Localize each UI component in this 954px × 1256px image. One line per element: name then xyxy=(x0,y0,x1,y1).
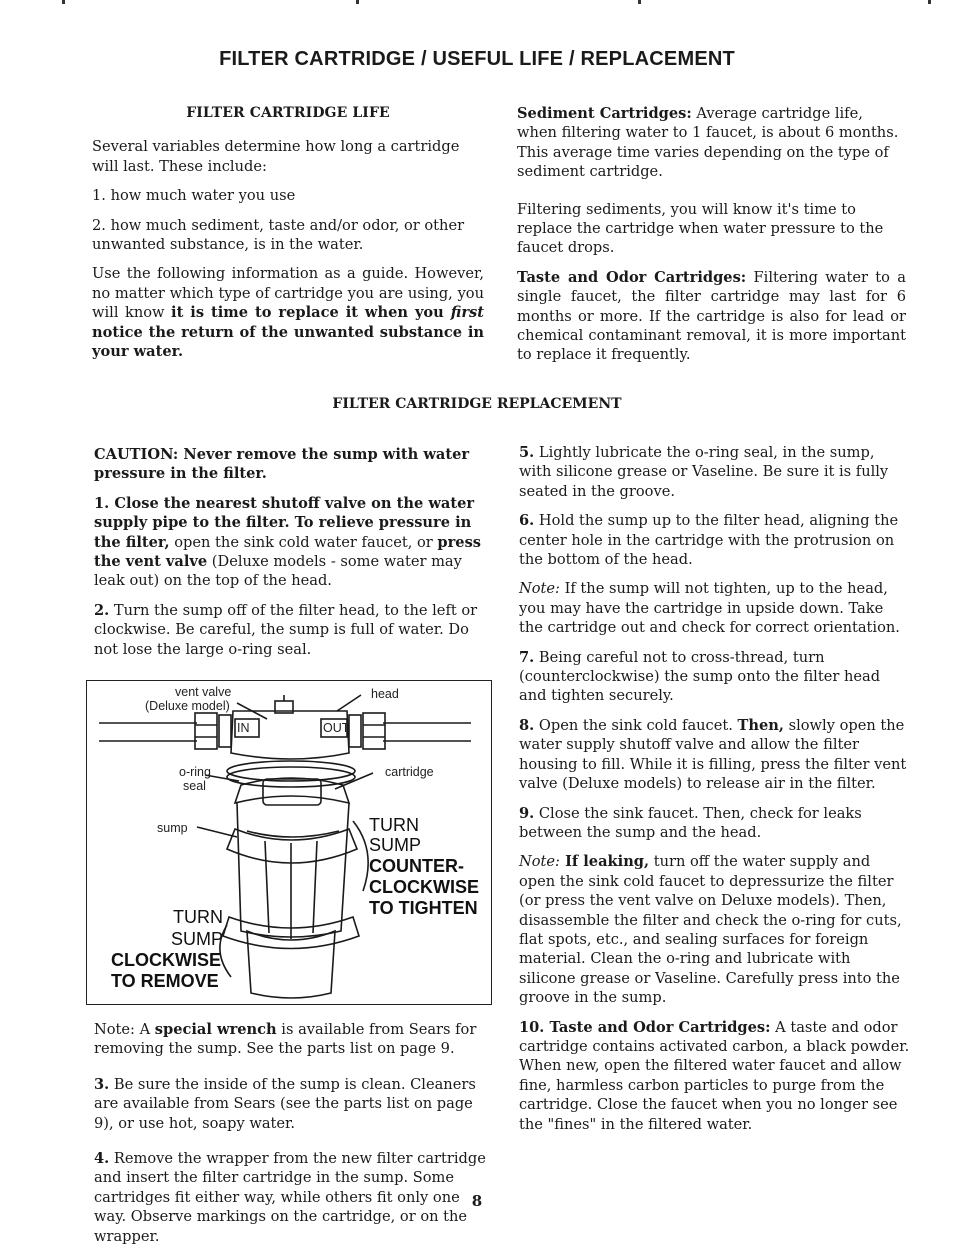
cartridge-life-section xyxy=(92,104,484,371)
sediment-text: Average cartridge life, when filtering water to 1 faucet, is about 6 months. This average time varies depending on the type of sediment cartridge. xyxy=(517,105,899,181)
step-3-number: 3. xyxy=(94,1075,110,1093)
label-turn-remove: TURN xyxy=(173,907,223,927)
note-2-text: turn off the water supply and open the sink cold faucet to depressurize the filter (or press the vent valve on Deluxe models). Then, disassemble the filter and check the o-ring for cuts, flat spots, etc., and sealing surfaces for foreign material. Clean the o-ring and lubricate with silicone grease or Vaseline. Carefully press into the groove in the sump. xyxy=(519,853,902,1007)
note-upside-down xyxy=(519,579,911,637)
life-guide-bold-1: it is time to replace it when you xyxy=(171,304,451,322)
taste-text: Filtering water to a single faucet, the filter cartridge may last for 6 months or more. If the cartridge is also for lead or chemical contaminant removal, it is more important to replace it frequently. xyxy=(517,268,906,364)
step-1-bold-2: press the vent valve xyxy=(94,533,482,571)
step-1-text: open the sink cold water faucet, or xyxy=(169,533,438,551)
life-intro: Several variables determine how long a cartridge will last. These include: xyxy=(92,138,460,175)
step-4-text: Remove the wrapper from the new filter cartridge and insert the filter cartridge in the sump. Some cartridges fit either way, while others fit only one way. Observe markings on the cartridge, or on the wrapper. xyxy=(94,1150,486,1245)
step-2 xyxy=(94,601,484,659)
step-3-text: Be sure the inside of the sump is clean. Cleaners are available from Sears (see the parts list on page 9), or use hot, soapy water. xyxy=(94,1075,476,1132)
top-edge-marks xyxy=(0,0,954,3)
label-clockwise-remove: CLOCKWISE xyxy=(111,950,221,970)
step-1-number: 1. xyxy=(94,494,110,512)
wrench-note-a: Note: A xyxy=(94,1021,155,1038)
page-number: 8 xyxy=(471,1192,483,1210)
step-5 xyxy=(519,443,911,501)
step-8-text-c: slowly open the water supply shutoff valve and allow the filter housing to fill. While it is filling, press the filter vent valve (Deluxe models) to release air in the filter. xyxy=(519,716,907,793)
wrench-note-bold: special wrench xyxy=(154,1021,277,1038)
sediment-label: Sediment Cartridges: xyxy=(517,105,692,122)
step-7 xyxy=(519,648,911,706)
sediment-paragraph-2: Filtering sediments, you will know it's time to replace the cartridge when water pressure to the faucet drops. xyxy=(517,200,884,257)
life-guide xyxy=(92,264,484,361)
step-7-number: 7. xyxy=(519,648,535,666)
cartridge-life-heading: FILTER CARTRIDGE LIFE xyxy=(186,105,390,121)
label-cartridge: cartridge xyxy=(385,765,434,779)
label-turn-tighten: TURN xyxy=(369,815,419,835)
step-5-number: 5. xyxy=(519,444,535,461)
label-head: head xyxy=(371,687,399,701)
step-6-text: Hold the sump up to the filter head, aligning the center hole in the cartridge with the protrusion on the bottom of the head. xyxy=(519,512,899,569)
label-out: OUT xyxy=(323,721,350,735)
step-7-text: Being careful not to cross-thread, turn (counterclockwise) the sump onto the filter head and tighten securely. xyxy=(519,648,881,705)
replacement-steps-left xyxy=(94,445,484,669)
step-10-text: A taste and odor cartridge contains activated carbon, a black powder. When new, open the filtered water faucet and allow fine, harmless carbon particles to purge from the cartridge. Close the faucet when you no longer see the "fines" in the filtered water. xyxy=(519,1018,910,1133)
sediment-paragraph xyxy=(517,104,906,182)
caution-text: CAUTION: Never remove the sump with water pressure in the filter. xyxy=(94,446,470,483)
label-counter: COUNTER- xyxy=(369,856,464,876)
step-9-number: 9. xyxy=(519,804,535,822)
step-10 xyxy=(519,1018,911,1134)
label-in: IN xyxy=(237,721,250,735)
taste-label: Taste and Odor Cartridges: xyxy=(517,268,747,286)
life-item-2: 2. how much sediment, taste and/or odor, or other unwanted substance, is in the water. xyxy=(92,216,465,254)
label-o-ring: o-ring xyxy=(179,765,211,779)
wrench-note xyxy=(94,1020,486,1059)
note-1-text: If the sump will not tighten, up to the head, you may have the cartridge in upside down. Take the cartridge out and check for correct orientation. xyxy=(519,580,900,637)
step-5-text: Lightly lubricate the o-ring seal, in the sump, with silicone grease or Vaseline. Be sure it is fully seated in the groove. xyxy=(519,444,889,500)
label-sump: sump xyxy=(157,821,188,835)
cartridge-types-section xyxy=(517,104,906,375)
life-item-1: 1. how much water you use xyxy=(92,187,296,205)
replacement-heading: FILTER CARTRIDGE REPLACEMENT xyxy=(332,396,622,412)
step-8-bold: Then, xyxy=(737,716,784,734)
step-6-number: 6. xyxy=(519,512,535,530)
label-deluxe-model: (Deluxe model) xyxy=(145,699,230,713)
page-title: FILTER CARTRIDGE / USEFUL LIFE / REPLACEMENT xyxy=(219,48,735,70)
step-8-number: 8. xyxy=(519,716,535,734)
caution xyxy=(94,445,484,484)
step-1-text-2: (Deluxe models - some water may leak out) on the top of the head. xyxy=(94,553,462,590)
life-guide-bold-2: notice the return of the unwanted substance in your water. xyxy=(92,323,484,361)
step-2-number: 2. xyxy=(94,601,110,619)
label-seal: seal xyxy=(183,779,206,793)
step-8 xyxy=(519,716,911,794)
label-sump-remove: SUMP xyxy=(171,929,224,949)
label-clockwise-tighten: CLOCKWISE xyxy=(369,877,479,897)
life-guide-emphasis: first xyxy=(450,304,484,322)
filter-diagram xyxy=(86,680,492,1005)
label-to-tighten: TO TIGHTEN xyxy=(369,898,478,918)
step-9-text: Close the sink faucet. Then, check for leaks between the sump and the head. xyxy=(519,804,862,841)
step-10-bold: 10. Taste and Odor Cartridges: xyxy=(519,1018,771,1036)
life-guide-text: Use the following information as a guide. However, no matter which type of cartridge you are using, you will know xyxy=(92,265,484,322)
wrench-note-c: is available from Sears for removing the sump. See the parts list on page 9. xyxy=(94,1021,477,1058)
step-8-text-a: Open the sink cold faucet. xyxy=(534,716,738,734)
label-vent-valve: vent valve xyxy=(175,685,232,699)
step-3 xyxy=(94,1075,486,1133)
step-1-bold: Close the nearest shutoff valve on the water supply pipe to the filter. To relieve pressure in the filter, xyxy=(94,494,475,551)
step-2-text: Turn the sump off of the filter head, to the left or clockwise. Be careful, the sump is full of water. Do not lose the large o-ring seal. xyxy=(94,601,478,658)
step-9 xyxy=(519,804,911,843)
note-1-label: Note: xyxy=(519,580,560,598)
label-sump-tighten: SUMP xyxy=(369,835,422,855)
note-2-label: Note: xyxy=(519,853,560,871)
note-if-leaking xyxy=(519,852,911,1007)
replacement-steps-right xyxy=(519,443,911,1144)
label-to-remove: TO REMOVE xyxy=(111,971,219,991)
step-6 xyxy=(519,511,911,569)
step-1 xyxy=(94,494,484,591)
taste-paragraph xyxy=(517,268,906,365)
note-2-bold: If leaking, xyxy=(559,853,650,871)
step-4-number: 4. xyxy=(94,1150,110,1168)
replacement-steps-left-lower xyxy=(94,1020,486,1256)
